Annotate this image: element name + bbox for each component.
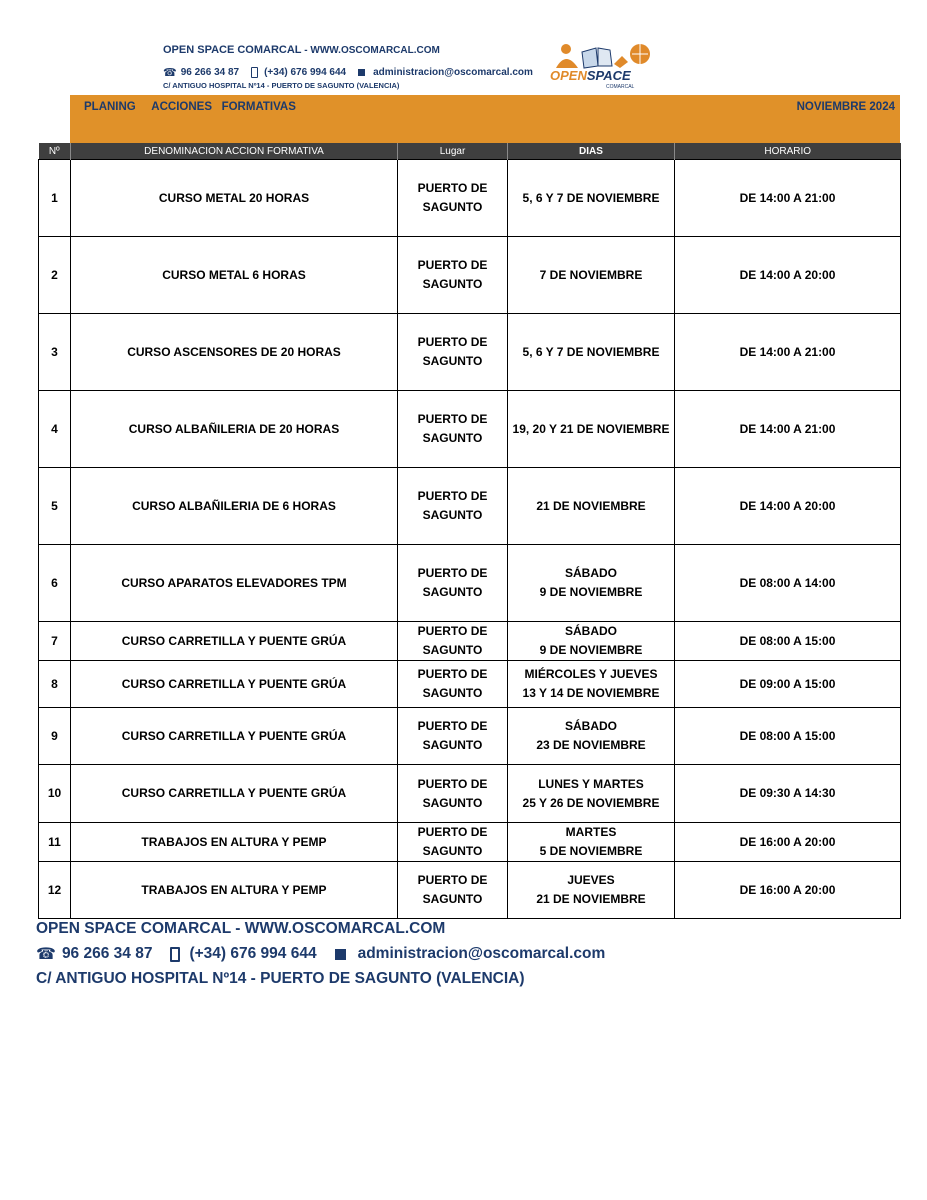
course-time: DE 14:00 A 20:00 [675,237,901,314]
course-name: CURSO CARRETILLA Y PUENTE GRÚA [71,765,398,823]
course-name: CURSO ALBAÑILERIA DE 6 HORAS [71,468,398,545]
header-website[interactable]: WWW.OSCOMARCAL.COM [310,45,440,56]
logo-page-icon [598,48,612,66]
table-row [39,661,901,708]
course-time: DE 08:00 A 15:00 [675,708,901,765]
course-days: JUEVES 21 DE NOVIEMBRE [508,862,675,919]
course-days: LUNES Y MARTES 25 Y 26 DE NOVIEMBRE [508,765,675,823]
course-time: DE 08:00 A 15:00 [675,622,901,661]
course-days: SÁBADO 9 DE NOVIEMBRE [508,622,675,661]
course-time: DE 14:00 A 21:00 [675,391,901,468]
logo-word-space: SPACE [586,68,631,83]
table-row [39,823,901,862]
plan-period: NOVIEMBRE 2024 [796,101,895,113]
table-row [39,160,901,237]
open-space-logo [548,40,654,90]
table-row [39,468,901,545]
course-days: 5, 6 Y 7 DE NOVIEMBRE [508,160,675,237]
footer-separator: - [230,920,245,937]
table-row [39,237,901,314]
course-name: CURSO ALBAÑILERIA DE 20 HORAS [71,391,398,468]
course-place: PUERTO DE SAGUNTO [398,823,508,862]
table-row [39,391,901,468]
logo-tool-icon [614,56,628,68]
row-number: 9 [39,708,71,765]
col-lugar: Lugar [398,143,508,160]
course-place: PUERTO DE SAGUNTO [398,468,508,545]
footer-company-line [36,920,605,938]
table-row [39,862,901,919]
footer-company: OPEN SPACE COMARCAL [36,920,231,937]
plan-title: PLANING ACCIONES FORMATIVAS [84,101,296,113]
logo-person-icon [556,59,578,68]
course-days: MIÉRCOLES Y JUEVES 13 Y 14 DE NOVIEMBRE [508,661,675,708]
course-time: DE 14:00 A 21:00 [675,314,901,391]
header-email[interactable]: administracion@oscomarcal.com [373,67,533,78]
table-row [39,765,901,823]
course-name: CURSO CARRETILLA Y PUENTE GRÚA [71,708,398,765]
footer-website[interactable]: WWW.OSCOMARCAL.COM [244,920,446,937]
course-place: PUERTO DE SAGUNTO [398,622,508,661]
course-name: TRABAJOS EN ALTURA Y PEMP [71,823,398,862]
table-row [39,622,901,661]
course-place: PUERTO DE SAGUNTO [398,862,508,919]
col-denominacion: DENOMINACION ACCION FORMATIVA [71,143,398,160]
course-place: PUERTO DE SAGUNTO [398,545,508,622]
row-number: 11 [39,823,71,862]
table-row [39,545,901,622]
logo-head-icon [561,44,571,54]
footer-phone: 96 266 34 87 [61,945,153,962]
course-time: DE 14:00 A 21:00 [675,160,901,237]
title-band [70,95,900,143]
course-place: PUERTO DE SAGUNTO [398,708,508,765]
course-time: DE 08:00 A 14:00 [675,545,901,622]
email-square-icon [358,69,365,76]
course-place: PUERTO DE SAGUNTO [398,391,508,468]
header-separator: - [301,45,311,56]
training-schedule-table [38,143,901,919]
course-name: CURSO METAL 20 HORAS [71,160,398,237]
footer-email[interactable]: administracion@oscomarcal.com [357,945,606,962]
svg-text:OPENSPACE [550,68,631,83]
header-mobile: (+34) 676 994 644 [264,67,347,78]
col-dias: DIAS [508,143,675,160]
course-days: SÁBADO 23 DE NOVIEMBRE [508,708,675,765]
row-number: 1 [39,160,71,237]
mobile-phone-icon [251,67,258,78]
course-place: PUERTO DE SAGUNTO [398,237,508,314]
telephone-icon: ☎ [163,67,177,79]
row-number: 12 [39,862,71,919]
course-place: PUERTO DE SAGUNTO [398,765,508,823]
course-name: TRABAJOS EN ALTURA Y PEMP [71,862,398,919]
course-time: DE 09:30 A 14:30 [675,765,901,823]
logo-word-open: OPEN [550,68,587,83]
course-name: CURSO CARRETILLA Y PUENTE GRÚA [71,661,398,708]
footer-address: C/ ANTIGUO HOSPITAL Nº14 - PUERTO DE SAGUNTO (VALENCIA) [36,970,525,987]
logo-book-icon [582,48,598,68]
course-days: SÁBADO 9 DE NOVIEMBRE [508,545,675,622]
course-time: DE 16:00 A 20:00 [675,862,901,919]
mobile-phone-icon [170,947,180,962]
footer-mobile: (+34) 676 994 644 [189,945,317,962]
course-place: PUERTO DE SAGUNTO [398,661,508,708]
course-place: PUERTO DE SAGUNTO [398,314,508,391]
header-phone: 96 266 34 87 [180,67,240,78]
course-name: CURSO METAL 6 HORAS [71,237,398,314]
telephone-icon: ☎ [36,946,56,963]
course-name: CURSO CARRETILLA Y PUENTE GRÚA [71,622,398,661]
course-days: MARTES 5 DE NOVIEMBRE [508,823,675,862]
row-number: 6 [39,545,71,622]
course-place: PUERTO DE SAGUNTO [398,160,508,237]
row-number: 2 [39,237,71,314]
table-row [39,708,901,765]
logo-sub: COMARCAL [606,84,635,90]
row-number: 3 [39,314,71,391]
course-days: 19, 20 Y 21 DE NOVIEMBRE [508,391,675,468]
header-company-line [163,44,440,56]
course-time: DE 16:00 A 20:00 [675,823,901,862]
row-number: 10 [39,765,71,823]
table-row [39,314,901,391]
course-time: DE 14:00 A 20:00 [675,468,901,545]
footer [36,920,605,988]
row-number: 8 [39,661,71,708]
course-name: CURSO APARATOS ELEVADORES TPM [71,545,398,622]
header-contact-line [163,66,533,79]
course-time: DE 09:00 A 15:00 [675,661,901,708]
header-company: OPEN SPACE COMARCAL [163,44,302,56]
row-number: 7 [39,622,71,661]
col-number: Nº [39,143,71,160]
col-horario: HORARIO [675,143,901,160]
header-address: C/ ANTIGUO HOSPITAL Nº14 - PUERTO DE SAGUNTO (VALENCIA) [163,81,400,90]
table-header-row [39,143,901,160]
row-number: 5 [39,468,71,545]
course-name: CURSO ASCENSORES DE 20 HORAS [71,314,398,391]
footer-contact-line [36,944,605,964]
email-square-icon [335,949,346,960]
course-days: 21 DE NOVIEMBRE [508,468,675,545]
row-number: 4 [39,391,71,468]
course-days: 5, 6 Y 7 DE NOVIEMBRE [508,314,675,391]
course-days: 7 DE NOVIEMBRE [508,237,675,314]
